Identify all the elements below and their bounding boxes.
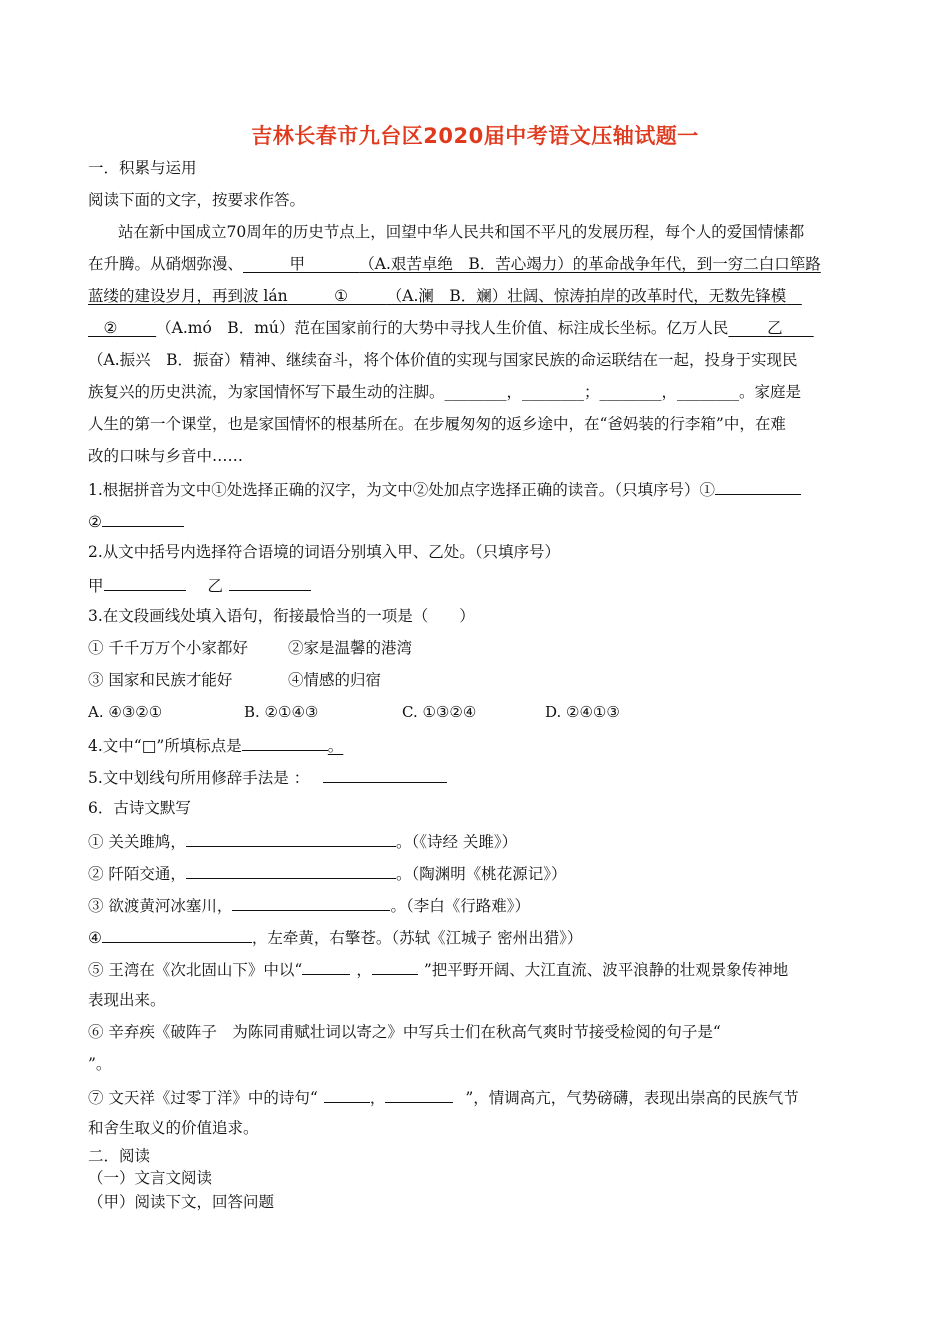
question-2: 2.从文中括号内选择符合语境的词语分别填入甲、乙处。（只填序号） — [88, 543, 561, 561]
question-1-line-2: ② — [88, 510, 863, 532]
poem-item-1: ① 关关雎鸠， 。（《诗经 关雎》） — [88, 830, 863, 852]
instruction: 阅读下面的文字，按要求作答。 — [88, 191, 306, 209]
question-6-heading: 6．古诗文默写 — [88, 799, 191, 817]
question-4: 4.文中“□”所填标点是 。 — [88, 734, 863, 756]
answer-blank-poem-4[interactable] — [102, 926, 252, 943]
passage-line-6: 族复兴的历史洪流，为家国情怀写下最生动的注脚。________，________；________，________。家庭是 — [88, 383, 802, 401]
answer-blank-poem-1[interactable] — [186, 830, 396, 847]
poem-item-3: ③ 欲渡黄河冰塞川， 。（李白《行路难》） — [88, 894, 863, 916]
answer-blank-q4[interactable] — [242, 734, 328, 751]
answer-blank-1[interactable] — [715, 478, 801, 495]
section2-heading: 二．阅读 — [88, 1147, 151, 1165]
poem-item-6-line-2: ”。 — [88, 1055, 112, 1073]
poem-item-5-line-2: 表现出来。 — [88, 991, 166, 1009]
question-3-options-row-1: ① 千千万万个小家都好 ②家是温馨的港湾 — [88, 639, 413, 657]
poem-item-2: ② 阡陌交通， 。（陶渊明《桃花源记》） — [88, 862, 863, 884]
answer-blank-2[interactable] — [102, 510, 184, 527]
choice-a[interactable]: A. ④③②① — [88, 703, 163, 721]
question-2-answers: 甲 乙 — [88, 574, 863, 596]
answer-blank-poem-7a[interactable] — [324, 1086, 370, 1103]
answer-blank-jia[interactable] — [104, 574, 186, 591]
document-title: 吉林长春市九台区2020届中考语文压轴试题一 — [251, 124, 699, 148]
question-1: 1.根据拼音为文中①处选择正确的汉字，为文中②处加点字选择正确的读音。（只填序号）① — [88, 478, 863, 500]
poem-item-7: ⑦ 文天祥《过零丁洋》中的诗句“ ， ”，情调高亢，气势磅礴，表现出崇高的民族气节 — [88, 1086, 863, 1108]
answer-blank-poem-2[interactable] — [186, 862, 396, 879]
passage-line-5: （A.振兴 B．振奋）精神、继续奋斗，将个体价值的实现与国家民族的命运联结在一起，投身于实现民 — [88, 351, 798, 369]
passage-line-3: 蓝缕的建设岁月，再到波 lán ① （A.澜 B．斓）壮阔、惊涛拍岸的改革时代，无数先锋模 — [88, 287, 787, 305]
subsection-jia: （甲）阅读下文，回答问题 — [88, 1193, 275, 1211]
choice-d[interactable]: D. ②④①③ — [545, 703, 620, 721]
choice-c[interactable]: C. ①③②④ — [402, 703, 477, 721]
passage-line-8: 改的口味与乡音中…… — [88, 447, 244, 465]
passage-line-1: 站在新中国成立70周年的历史节点上，回望中华人民共和国不平凡的发展历程，每个人的爱国情愫都 — [118, 223, 805, 241]
question-3: 3.在文段画线处填入语句，衔接最恰当的一项是（ ） — [88, 607, 475, 625]
blank-1: ① — [334, 287, 349, 305]
section1-heading: 一．积累与运用 — [88, 159, 197, 177]
poem-item-7-line-2: 和舍生取义的价值追求。 — [88, 1119, 259, 1137]
subsection-classical-reading: （一）文言文阅读 — [88, 1169, 213, 1187]
question-3-choices — [88, 702, 863, 722]
blank-jia: 甲 — [289, 255, 306, 273]
blank-yi: 乙 — [767, 319, 783, 337]
poem-item-4: ④ ，左牵黄，右擎苍。（苏轼《江城子 密州出猎》） — [88, 926, 863, 948]
passage-line-7: 人生的第一个课堂，也是家国情怀的根基所在。在步履匆匆的返乡途中，在“爸妈装的行李箱”中，在难 — [88, 415, 786, 433]
poem-item-5: ⑤ 王湾在《次北固山下》中以“ ， ”把平野开阔、大江直流、波平浪静的壮观景象传神地 — [88, 958, 863, 980]
question-5: 5.文中划线句所用修辞手法是 ： — [88, 766, 863, 788]
answer-blank-q5[interactable] — [323, 766, 447, 783]
poem-item-6: ⑥ 辛弃疾《破阵子 为陈同甫赋壮词以寄之》中写兵士们在秋高气爽时节接受检阅的句子是“ — [88, 1023, 721, 1041]
underlined-sentence-part-1: （A.艰苦卓绝 B．苦心竭力）的革命战争年代，到一穷二白口筚路 — [359, 255, 821, 273]
answer-blank-poem-3[interactable] — [232, 894, 390, 911]
choice-b[interactable]: B. ②①④③ — [244, 703, 319, 721]
answer-blank-poem-5b[interactable] — [372, 958, 418, 975]
passage-line-4: ② （A.mó B．mú）范在国家前行的大势中寻找人生价值、标注成长坐标。亿万人民 乙 — [88, 318, 863, 338]
answer-blank-poem-5a[interactable] — [302, 958, 350, 975]
passage-line-2: 在升腾。从硝烟弥漫、 甲 （A.艰苦卓绝 B．苦心竭力）的革命战争年代，到一穷二白口筚路 — [88, 255, 821, 273]
blank-2: ② — [103, 319, 118, 337]
answer-blank-poem-7b[interactable] — [385, 1086, 453, 1103]
answer-blank-yi[interactable] — [229, 574, 311, 591]
question-3-options-row-2: ③ 国家和民族才能好 ④情感的归宿 — [88, 671, 382, 689]
